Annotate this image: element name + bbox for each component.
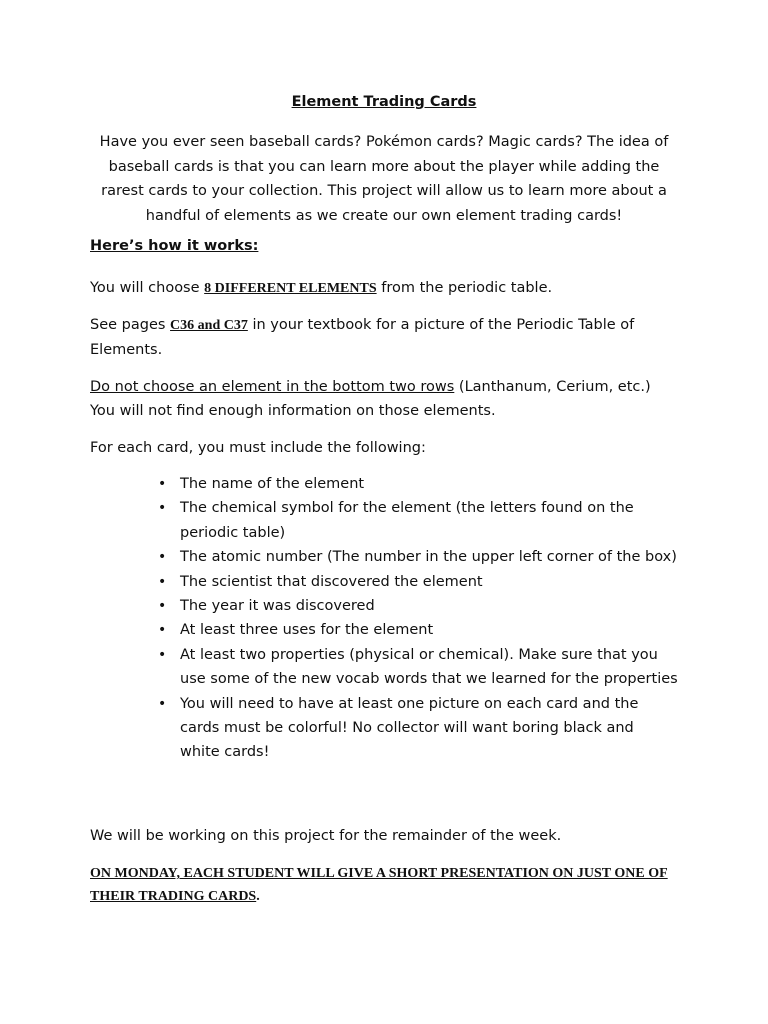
bullet-icon: •	[158, 695, 167, 712]
choose-elements-text-after: from the periodic table.	[376, 280, 553, 296]
textbook-pages-emphasis: C36 and C37	[170, 318, 248, 333]
list-item-text: At least two properties (physical or chemical). Make sure that you use some of the new vocab words that we learned for the properties	[180, 646, 678, 688]
list-item-text: At least three uses for the element	[180, 622, 434, 639]
list-item	[158, 496, 678, 545]
list-item-text: The name of the element	[180, 476, 365, 492]
bullet-icon: •	[158, 598, 167, 615]
bullet-icon: •	[158, 500, 167, 517]
page-title: Element Trading Cards	[291, 94, 477, 110]
bottom-rows-warning-underlined: Do not choose an element in the bottom two rows	[90, 379, 455, 395]
bottom-rows-warning-paragraph	[90, 375, 680, 423]
list-item	[158, 594, 678, 618]
bullet-icon: •	[158, 646, 167, 663]
how-it-works-heading: Here’s how it works:	[90, 238, 259, 254]
list-item	[158, 643, 678, 692]
list-item	[158, 618, 678, 642]
bottom-rows-warning-text-after: (Lanthanum, Cerium, etc.) You will not find enough information on those elements.	[90, 379, 651, 419]
textbook-pages-text-before: See pages	[90, 317, 171, 333]
presentation-notice-end: .	[256, 889, 260, 904]
bullet-icon: •	[158, 622, 167, 639]
choose-elements-emphasis: 8 DIFFERENT ELEMENTS	[204, 281, 377, 296]
list-item-text: The atomic number (The number in the upper left corner of the box)	[180, 549, 677, 566]
intro-paragraph: Have you ever seen baseball cards? Pokémon cards? Magic cards? The idea of baseball cards is that you can learn more about the player while adding the rarest cards to your collection. This project will allow us to learn more about a handful of elements as we create our own element trading cards!	[99, 134, 669, 224]
timeline-paragraph: We will be working on this project for the remainder of the week.	[90, 828, 562, 844]
list-item	[158, 472, 678, 496]
list-item-text: The scientist that discovered the element	[180, 573, 483, 590]
requirements-list	[158, 472, 678, 765]
requirements-intro-paragraph: For each card, you must include the following:	[90, 440, 426, 456]
list-item	[158, 570, 678, 594]
presentation-notice-text: ON MONDAY, EACH STUDENT WILL GIVE A SHORT PRESENTATION ON JUST ONE OF THEIR TRADING CARDS	[90, 866, 668, 904]
list-item-text: You will need to have at least one picture on each card and the cards must be colorful! No collector will want boring black and white cards!	[180, 695, 639, 761]
choose-elements-text-before: You will choose	[90, 280, 205, 296]
textbook-pages-paragraph	[90, 313, 680, 362]
presentation-notice	[90, 862, 680, 908]
choose-elements-paragraph	[90, 276, 680, 301]
textbook-pages-text-after: in your textbook for a picture of the Periodic Table of Elements.	[90, 317, 635, 358]
list-item	[158, 545, 678, 569]
bullet-icon: •	[158, 476, 167, 492]
bullet-icon: •	[158, 549, 167, 566]
list-item	[158, 692, 678, 765]
bullet-icon: •	[158, 573, 167, 590]
list-item-text: The chemical symbol for the element (the letters found on the periodic table)	[180, 500, 634, 541]
list-item-text: The year it was discovered	[180, 598, 375, 615]
